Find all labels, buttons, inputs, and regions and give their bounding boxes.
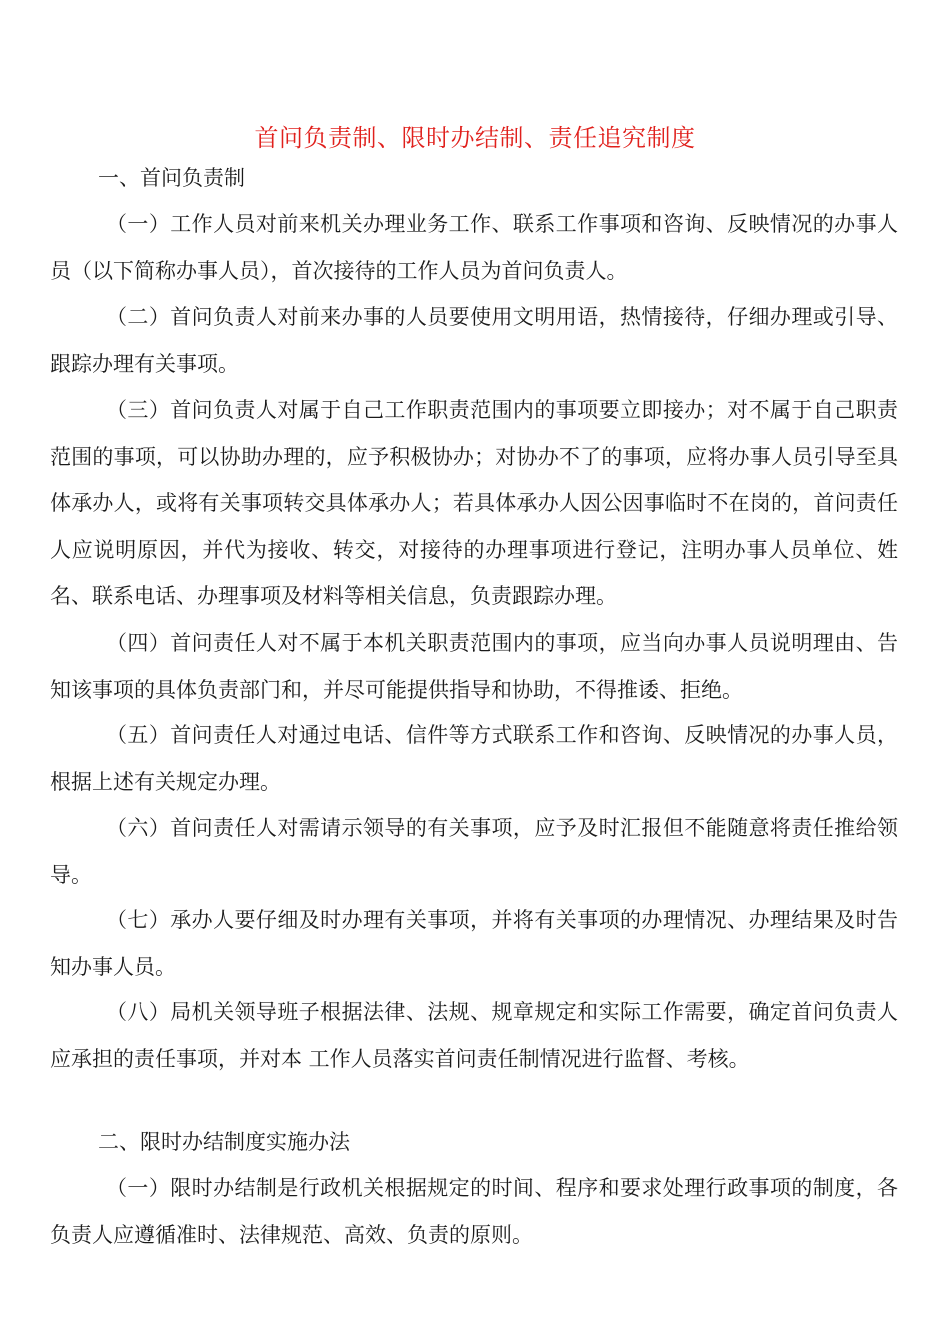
paragraph-1-3: （三）首问负责人对属于自己工作职责范围内的事项要立即接办；对不属于自己职责范围的事项，可以协助办理的，应予积极协办；对协办不了的事项，应将办事人员引导至具体承办人，或将有关事项转交具体承办人；若具体承办人因公因事临时不在岗的，首问责任人应说明原因，并代为接收、转交，对接待的办理事项进行登记，注明办事人员单位、姓名、联系电话、办理事项及材料等相关信息，负责跟踪办理。 — [50, 398, 898, 608]
paragraph-1-1: （一）工作人员对前来机关办理业务工作、联系工作事项和咨询、反映情况的办事人员（以下简称办事人员），首次接待的工作人员为首问负责人。 — [50, 212, 898, 283]
paragraph-1-5: （五）首问责任人对通过电话、信件等方式联系工作和咨询、反映情况的办事人员，根据上述有关规定办理。 — [50, 723, 898, 794]
paragraph-1-7: （七）承办人要仔细及时办理有关事项，并将有关事项的办理情况、办理结果及时告知办事人员。 — [50, 908, 898, 979]
paragraph-2-1: （一）限时办结制是行政机关根据规定的时间、程序和要求处理行政事项的制度，各负责人应遵循准时、法律规范、高效、负责的原则。 — [50, 1176, 898, 1247]
paragraph-1-4: （四）首问责任人对不属于本机关职责范围内的事项，应当向办事人员说明理由、告知该事项的具体负责部门和，并尽可能提供指导和协助，不得推诿、拒绝。 — [50, 631, 898, 702]
paragraph-1-2: （二）首问负责人对前来办事的人员要使用文明用语，热情接待，仔细办理或引导、跟踪办理有关事项。 — [50, 305, 898, 376]
paragraph-1-6: （六）首问责任人对需请示领导的有关事项，应予及时汇报但不能随意将责任推给领导。 — [50, 816, 898, 887]
section-heading-2: 二、限时办结制度实施办法 — [98, 1130, 350, 1154]
document-title: 首问负责制、限时办结制、责任追究制度 — [254, 124, 696, 152]
section-heading-1: 一、首问负责制 — [98, 166, 245, 190]
paragraph-1-8: （八）局机关领导班子根据法律、法规、规章规定和实际工作需要，确定首问负责人应承担的责任事项，并对本 工作人员落实首问责任制情况进行监督、考核。 — [50, 1000, 898, 1071]
